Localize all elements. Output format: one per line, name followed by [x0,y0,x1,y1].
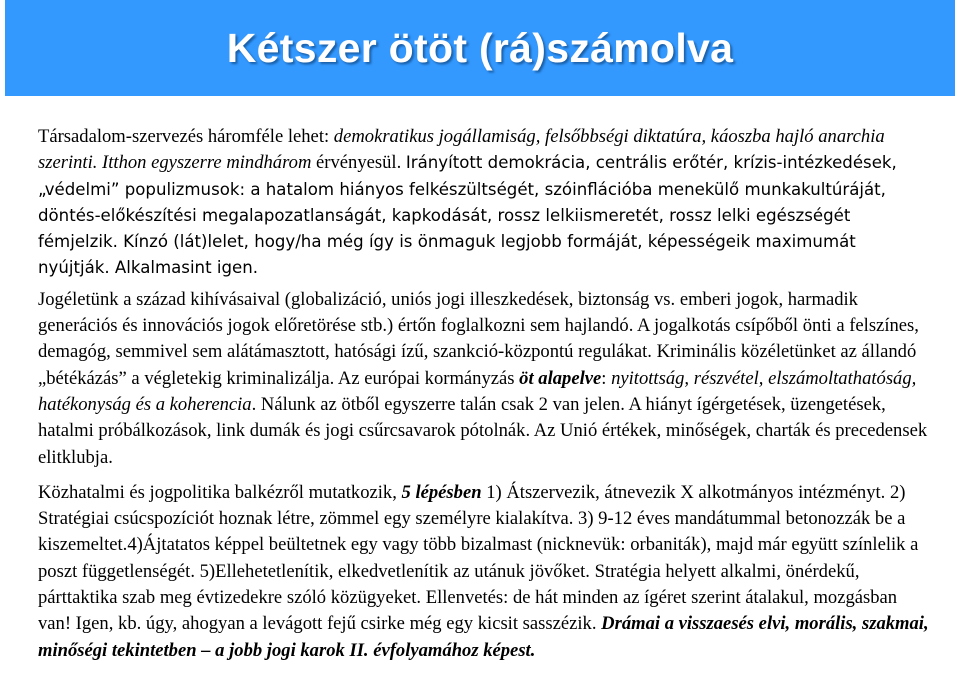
text-run: 1) Átszervezik, átnevezik X alkotmányos intézményt. 2) Stratégiai csúcspozíciót hoznak létre, zömmel egy személyre kialakítva. 3) 9-12 éves mandátummal betonozzák be a kiszemeltet.4)Ájtatatos képpel beültetnek egy vagy több bizalmast (nicknevük: orbaniták), majd már együtt színlelik a poszt függetlenségét. 5)Ellehetetlenítik, elkedvetlenítik az utánuk jövőket. Stratégia helyett alkalmi, önérdekű, párttaktika szab meg évtizedekre szóló közügyeket. Ellenvetés: de hát minden az ígéret szerint átalakul, mozgásban van! Igen, kb. úgy, ahogyan a levágott fejű csirke még egy kicsit sasszézik. [38,481,919,635]
text-run: Jogéletünk a század kihívásaival (globalizáció, uniós jogi illeszkedések, biztonság vs. emberi jogok, harmadik generációs és innovációs jogok előretörése stb.) értőn foglalkozni sem hajlandó. A jogalkotás csípőből önti a felszínes, demagóg, semmivel sem alátámasztott, hatósági ízű, szankció-központú regulákat. Kriminális közéletünket az állandó „bétékázás” a végletekig kriminalizálja. Az európai kormányzás [38,288,919,389]
paragraph-society-organization [38,124,930,282]
text-run-italic: nyitottság, részvétel, elszámoltathatóság, hatékonyság és a koherencia [38,367,917,415]
text-run-sans: Irányított demokrácia, centrális erőtér, krízis-intézkedések, „védelmi” populizmusok: a hatalom hiányos felkészültségét, szóinflációba menekülő munkakultúráját, döntés-előkészítési megalapozatlanságát, kapkodását, rossz lelkiismeretét, rossz lelki egészségét fémjelzik. Kínzó (lát)lelet, hogy/ha még így is önmaguk legjobb formáját, képességeik maximumát nyújtják. Alkalmasint igen. [38,153,897,278]
text-run-italic: demokratikus jogállamiság, felsőbbségi diktatúra, káoszba hajló anarchia szerinti. Itthon egyszerre mindhárom [38,126,885,174]
text-body [38,124,930,664]
text-run: . Nálunk az ötből egyszerre talán csak 2 van jelen. A hiányt ígérgetések, üzengetések, hatalmi próbálkozások, link dumák és jogi csűrcsavarok pótolnák. Az Unió értékek, minőségek, charták és precedensek elitklubja. [38,393,928,468]
title-banner [5,0,955,96]
text-run-bold-italic: Drámai a visszaesés elvi, morális, szakmai, minőségi tekintetben – a jobb jogi karok II. évfolyamához képest. [38,613,929,661]
page-title: Kétszer ötöt (rá)számolva [226,25,734,71]
text-run: Társadalom-szervezés háromféle lehet: [38,126,334,147]
text-run-bold-italic: 5 lépésben [401,481,482,503]
paragraph-legal-life [38,287,930,471]
paragraph-five-steps [38,480,930,664]
text-run: érvényesül. [311,152,406,174]
text-run: Közhatalmi és jogpolitika balkézről mutatkozik, [38,481,402,503]
text-run-bold-italic: öt alapelve [519,367,602,389]
text-run: : [601,367,612,389]
